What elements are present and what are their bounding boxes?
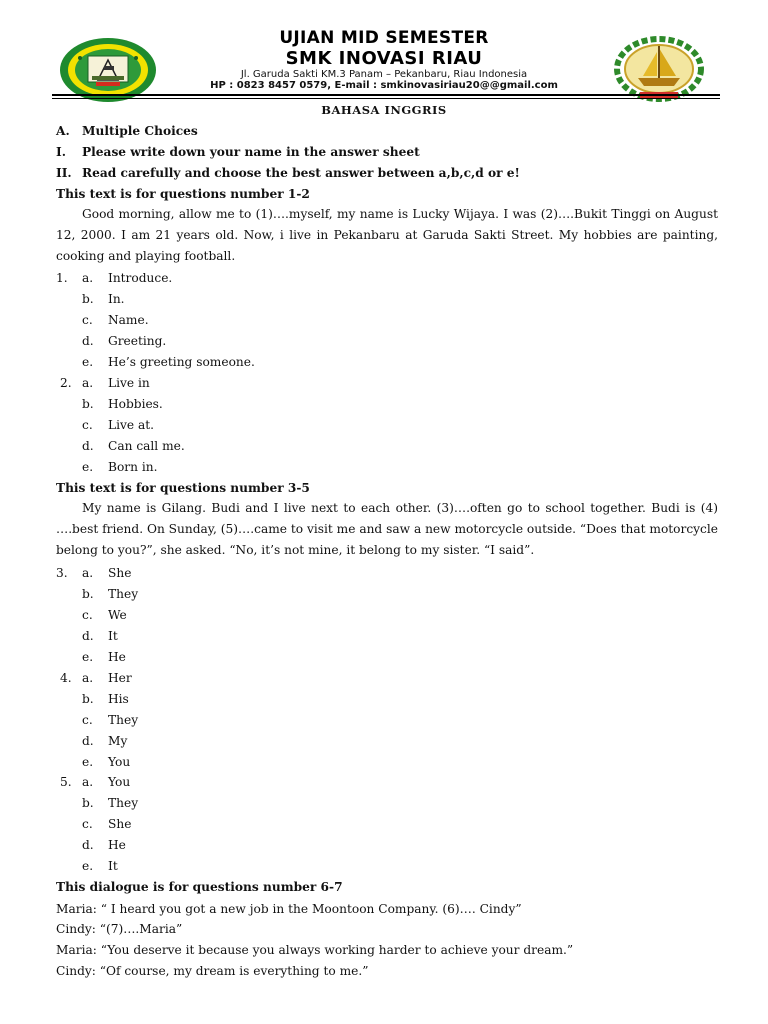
option-text: Live at.	[108, 418, 155, 432]
section-heading: This dialogue is for questions number 6-7	[56, 880, 343, 894]
option-text: He	[108, 650, 126, 664]
instruction-number: II.	[56, 166, 72, 180]
option-text: Live in	[108, 376, 150, 390]
option-text: You	[108, 775, 131, 789]
section-heading: This text is for questions number 1-2	[56, 187, 310, 201]
option-letter: b.	[82, 796, 94, 810]
instruction-number: I.	[56, 145, 66, 159]
school-contact: HP : 0823 8457 0579, E-mail : smkinovasiriau20@@gmail.com	[210, 80, 558, 91]
instruction-text: Please write down your name in the answer sheet	[82, 145, 420, 159]
option-text: His	[108, 692, 129, 706]
option-text: Born in.	[108, 460, 158, 474]
school-address: Jl. Garuda Sakti KM.3 Panam – Pekanbaru, Riau Indonesia	[240, 69, 528, 80]
option-text: She	[108, 817, 132, 831]
option-text: They	[108, 587, 139, 601]
option-letter: b.	[82, 587, 94, 601]
option-letter: c.	[82, 608, 93, 622]
question-number: 5.	[60, 775, 72, 789]
option-letter: b.	[82, 397, 94, 411]
section-heading: This text is for questions number 3-5	[56, 481, 310, 495]
option-text: You	[108, 755, 131, 769]
school-name: SMK INOVASI RIAU	[285, 48, 483, 69]
reading-paragraph: My name is Gilang. Budi and I live next to each other. (3)….often go to school together. Budi is (4) ….best friend. On Sunday, (5)….came to visit me and saw a new motorcycle outside. “Does that motorcycle belong to you?”, she asked. “No, it’s not mine, it belong to my sister. “I said”.	[56, 501, 718, 557]
option-text: He’s greeting someone.	[108, 355, 255, 369]
option-text: He	[108, 838, 126, 852]
option-letter: c.	[82, 313, 93, 327]
header-divider	[52, 94, 720, 96]
option-letter: d.	[82, 334, 94, 348]
option-letter: d.	[82, 629, 94, 643]
option-letter: c.	[82, 713, 93, 727]
option-text: Greeting.	[108, 334, 167, 348]
dialogue-line: Maria: “You deserve it because you always working harder to achieve your dream.”	[56, 943, 574, 957]
instruction-number: A.	[56, 124, 70, 138]
instruction-text: Read carefully and choose the best answer between a,b,c,d or e!	[82, 166, 520, 180]
question-number: 3.	[56, 566, 68, 580]
option-text: She	[108, 566, 132, 580]
option-text: It	[108, 629, 118, 643]
option-letter: a.	[82, 775, 94, 789]
instruction-text: Multiple Choices	[82, 124, 198, 138]
option-letter: b.	[82, 692, 94, 706]
reading-paragraph: Good morning, allow me to (1)….myself, my name is Lucky Wijaya. I was (2)….Bukit Tinggi on August 12, 2000. I am 21 years old. Now, i live in Pekanbaru at Garuda Sakti Street. My hobbies are painting, cooking and playing football.	[56, 207, 718, 263]
dialogue-line: Maria: “ I heard you got a new job in the Moontoon Company. (6)…. Cindy”	[56, 902, 522, 916]
question-number: 1.	[56, 271, 68, 285]
option-text: Her	[108, 671, 132, 685]
option-letter: e.	[82, 755, 94, 769]
option-letter: a.	[82, 566, 94, 580]
option-text: Can call me.	[108, 439, 185, 453]
option-letter: b.	[82, 292, 94, 306]
option-letter: a.	[82, 671, 94, 685]
option-text: In.	[108, 292, 125, 306]
option-text: It	[108, 859, 118, 873]
option-letter: d.	[82, 734, 94, 748]
option-text: They	[108, 796, 139, 810]
option-text: Name.	[108, 313, 149, 327]
option-letter: a.	[82, 376, 94, 390]
option-letter: c.	[82, 817, 93, 831]
question-number: 4.	[60, 671, 72, 685]
option-text: They	[108, 713, 139, 727]
subject-title: BAHASA INGGRIS	[321, 103, 447, 117]
question-number: 2.	[60, 376, 72, 390]
option-letter: e.	[82, 859, 94, 873]
dialogue-line: Cindy: “Of course, my dream is everything to me.”	[56, 964, 369, 978]
option-letter: a.	[82, 271, 94, 285]
dialogue-line: Cindy: “(7)….Maria”	[56, 922, 183, 936]
option-letter: d.	[82, 838, 94, 852]
option-text: My	[108, 734, 128, 748]
option-letter: e.	[82, 355, 94, 369]
exam-title: UJIAN MID SEMESTER	[279, 28, 489, 48]
option-letter: e.	[82, 650, 94, 664]
option-letter: c.	[82, 418, 93, 432]
header-divider-thin	[52, 98, 720, 99]
option-text: Introduce.	[108, 271, 173, 285]
option-text: We	[108, 608, 127, 622]
option-letter: d.	[82, 439, 94, 453]
option-text: Hobbies.	[108, 397, 163, 411]
option-letter: e.	[82, 460, 94, 474]
